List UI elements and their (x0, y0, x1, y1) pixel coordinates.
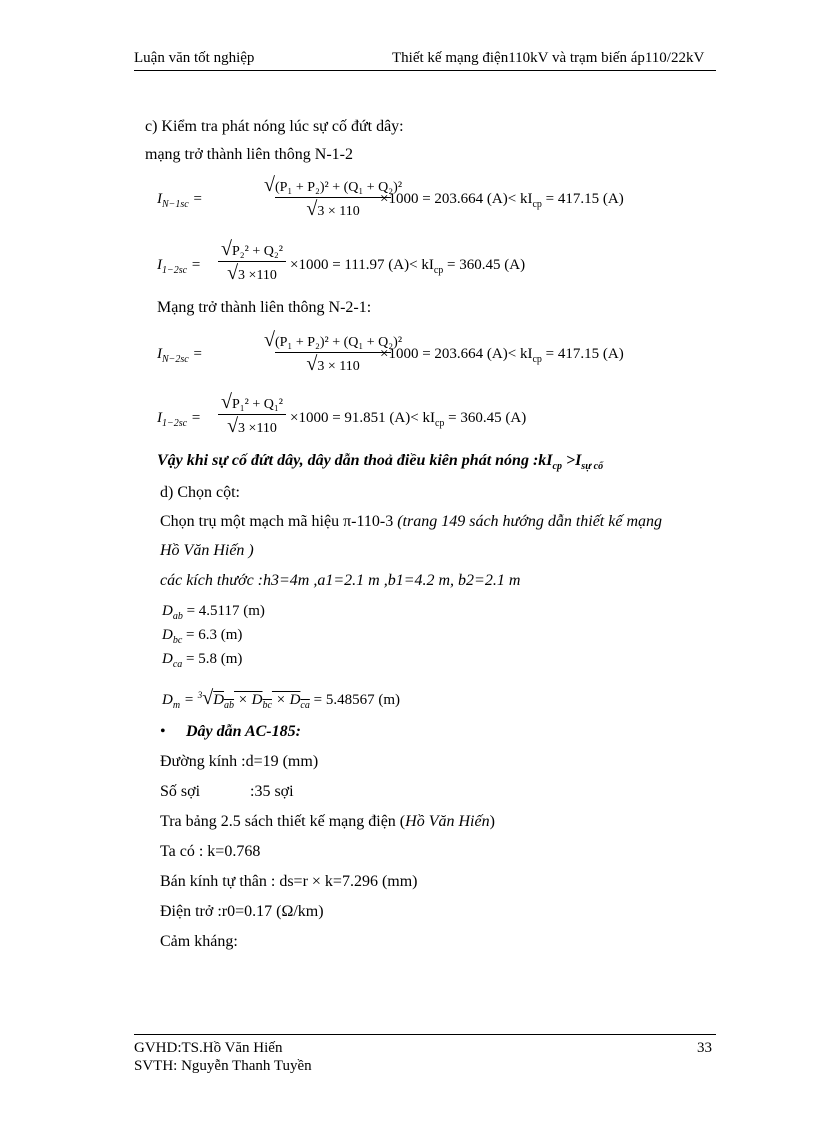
dab-eq: $D_{ab} = 4.5117$ (m) (162, 603, 265, 622)
case-1-label: mạng trở thành liên thông N-1-2 (145, 146, 353, 163)
footer-advisor: GVHD:TS.Hồ Văn Hiến (134, 1040, 283, 1056)
strands-value: :35 sợi (250, 783, 294, 800)
k-value: Ta có : k=0.768 (160, 843, 261, 860)
eq1-lhs: $I_{N-1sc}$ = (157, 191, 203, 210)
footer-rule (134, 1034, 716, 1035)
pillar-choice: Chọn trụ một mạch mã hiệu π-110-3 (trang 149 sách hướng dẫn thiết kế mạng (160, 513, 663, 530)
conductor-title: Dây dẫn AC-185: (186, 723, 301, 740)
eq2-lhs: $I_{1-2sc}$ = (157, 257, 201, 276)
eq4-denominator: √3 ×110 (227, 415, 277, 437)
pillar-ref-author: Hồ Văn Hiến ) (160, 542, 254, 559)
pillar-dimensions: các kích thước :h3=4m ,a1=2.1 m ,b1=4.2 m, b2=2.1 m (160, 572, 521, 589)
dca-eq: $D_{ca} = 5.8$ (m) (162, 651, 243, 670)
eq3-denominator: √3 × 110 (306, 353, 360, 375)
case-2-label: Mạng trở thành liên thông N-2-1: (157, 299, 372, 316)
eq3-numerator: √(P₁ + P₂)² + (Q₁ + Q₂)² (264, 329, 403, 351)
page-number: 33 (697, 1040, 712, 1056)
dm-eq: $D_m = ^3√D_{ab} \times D_{bc} \times D_{ca} = 5.48567$ (m) (162, 687, 400, 711)
conclusion: Vậy khi sự cố đứt dây, dây dẫn thoả điều kiên phát nóng $:kI_{cp} >I_{sự cố}$ (157, 452, 604, 473)
eq3-rhs: ×1000 = 203.664 $(A)< kI_{cp} = 417.15$ (A) (380, 346, 624, 365)
reactance: Cảm kháng: (160, 933, 238, 950)
section-c-title: c) Kiểm tra phát nóng lúc sự cố đứt dây: (145, 118, 404, 135)
section-d-title: d) Chọn cột: (160, 484, 240, 501)
eq4-rhs: ×1000 = 91.851 $(A)< kI_{cp} = 360.45$ (A) (290, 410, 527, 429)
header-right: Thiết kế mạng điện110kV và trạm biến áp110/22kV (392, 50, 705, 66)
table-reference: Tra bảng 2.5 sách thiết kế mạng điện (Hồ Văn Hiến) (160, 813, 495, 830)
footer-student: SVTH: Nguyễn Thanh Tuyền (134, 1058, 312, 1074)
eq2-fraction (218, 238, 286, 285)
eq1-rhs: ×1000 = 203.664 $(A)< kI_{cp} = 417.15$ (A) (380, 191, 624, 210)
header-left: Luận văn tốt nghiệp (134, 50, 255, 66)
eq2-denominator: √3 ×110 (227, 262, 277, 284)
header-rule (134, 70, 716, 71)
bullet-icon: • (160, 723, 166, 740)
eq2-rhs: ×1000 = 111.97 $(A)< kI_{cp} = 360.45$ (A) (290, 257, 526, 276)
eq4-lhs: $I_{1-2sc}$ = (157, 410, 201, 429)
eq4-numerator: √P₁² + Q₁² (221, 391, 283, 413)
strands-label: Số sợi (160, 783, 201, 800)
eq4-fraction (218, 391, 286, 438)
eq1-numerator: √(P₁ + P₂)² + (Q₁ + Q₂)² (264, 174, 403, 196)
self-radius: Bán kính tự thân : ds=r × k=7.296 (mm) (160, 873, 418, 890)
diameter: Đường kính :d=19 (mm) (160, 753, 319, 770)
eq2-numerator: √P₂² + Q₂² (221, 238, 283, 260)
eq3-lhs: $I_{N-2sc}$ = (157, 346, 203, 365)
dbc-eq: $D_{bc} = 6.3$ (m) (162, 627, 243, 646)
resistance: Điện trở :r0=0.17 (Ω/km) (160, 903, 324, 920)
eq1-denominator: √3 × 110 (306, 198, 360, 220)
